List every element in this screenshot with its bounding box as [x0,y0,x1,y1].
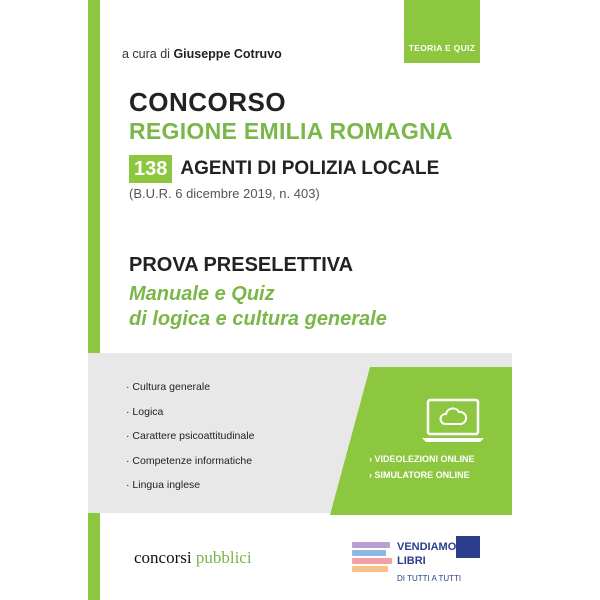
vendiamo-libri-badge: VENDIAMO LIBRI DI TUTTI A TUTTI [352,534,482,590]
positions-number: 138 [129,155,172,183]
books-stack-icon [352,542,392,574]
badge-flag-icon [456,536,480,558]
topic-item: · Carattere psicoattitudinale [126,430,255,442]
author-name: Giuseppe Cotruvo [173,47,282,61]
publisher-logo: concorsi pubblici [134,548,252,567]
topic-item: · Lingua inglese [126,479,201,491]
online-services: › VIDEOLEZIONI ONLINE › SIMULATORE ONLINE [369,454,475,480]
bur-reference: (B.U.R. 6 dicembre 2019, n. 403) [129,186,320,201]
title-positions [129,155,439,183]
topic-item: · Logica [126,405,164,418]
topic-item: · Cultura generale [126,381,211,393]
topic-item: · Competenze informatiche [126,454,253,467]
author-line: a cura di Giuseppe Cotruvo [122,47,282,61]
title-region: REGIONE EMILIA ROMAGNA [129,118,453,144]
subtitle: Manuale e Quiz di logica e cultura generale [129,283,387,330]
topics-list [126,381,254,504]
positions-label: AGENTI DI POLIZIA LOCALE [180,158,440,179]
prova-heading: PROVA PRESELETTIVA [129,254,354,276]
title-concorso: CONCORSO [129,87,287,117]
laptop-cloud-icon [420,398,486,444]
series-tag: TEORIA E QUIZ [404,0,480,63]
